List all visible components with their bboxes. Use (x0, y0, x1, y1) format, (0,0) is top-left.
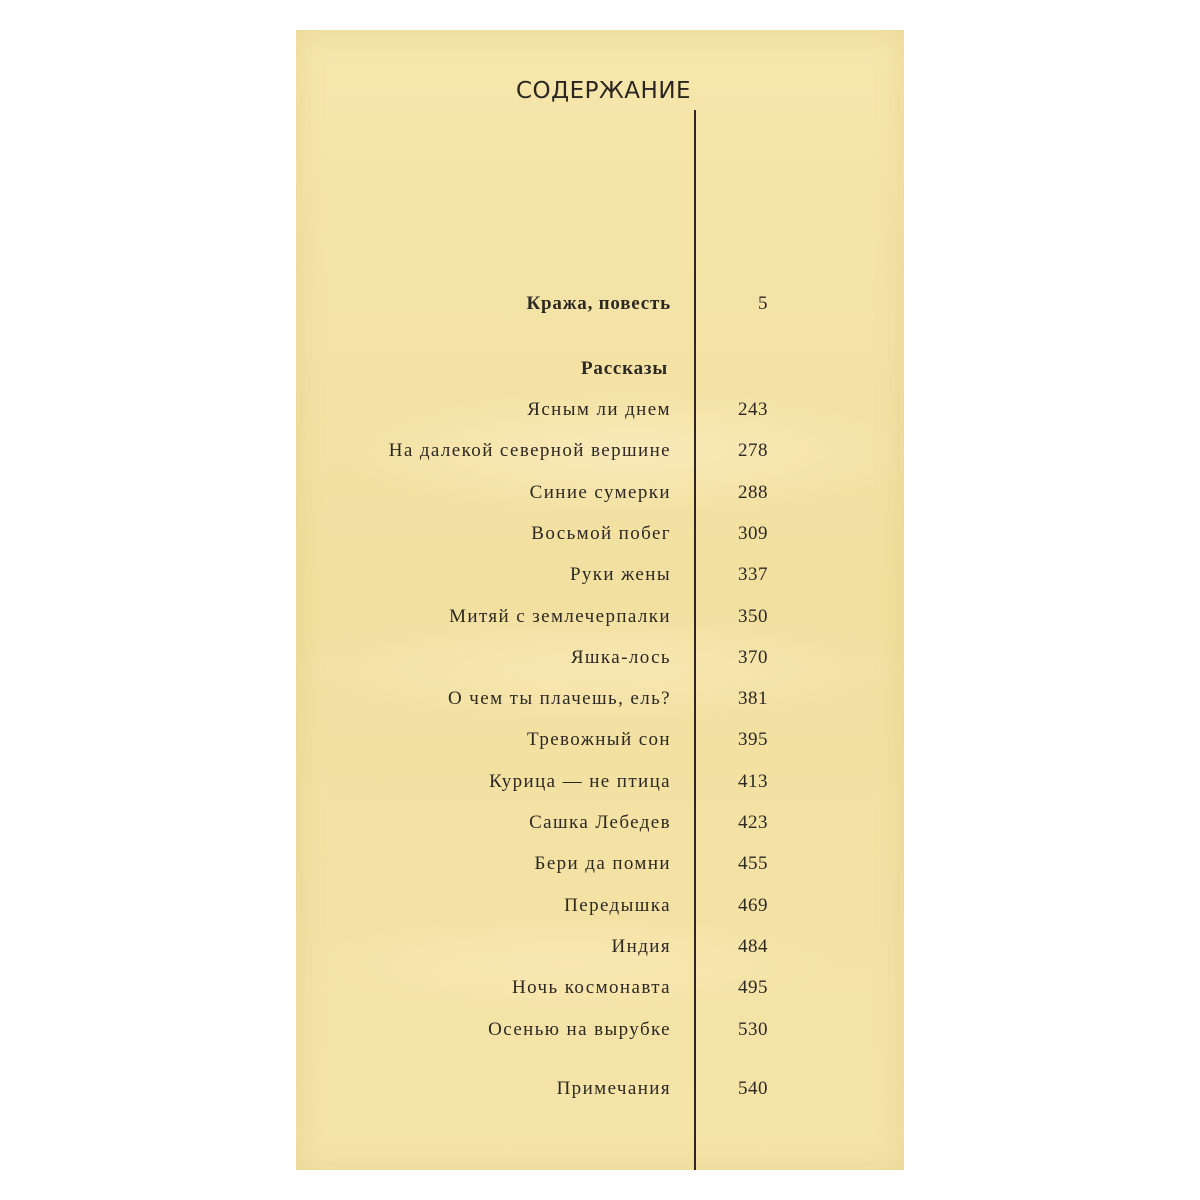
toc-entry (296, 395, 904, 425)
toc-entry (296, 684, 904, 714)
toc-entry (296, 932, 904, 962)
toc-entry (296, 478, 904, 508)
toc-entry-page: 381 (738, 688, 768, 710)
section-heading-stories: Рассказы (580, 358, 668, 379)
toc-entry-page: 395 (738, 729, 768, 751)
book-page (296, 30, 904, 1170)
toc-entry-page: 484 (738, 935, 768, 957)
toc-entry-page: 243 (738, 399, 768, 420)
toc-entry-main-work (296, 289, 904, 319)
toc-entry-title: Ясным ли днем (527, 399, 671, 420)
toc-entry (296, 808, 904, 838)
toc-entry-page: 370 (738, 646, 768, 668)
toc-entry-page: 540 (738, 1078, 768, 1099)
toc-entry-page: 337 (738, 564, 768, 586)
toc-entry-page: 350 (738, 605, 768, 627)
toc-entry-title: Примечания (556, 1078, 671, 1099)
toc-entry-title: Восьмой побег (531, 522, 671, 544)
toc-entry (296, 643, 904, 673)
toc-entry-title: Яшка-лось (570, 646, 671, 668)
toc-entry-title: Индия (611, 935, 671, 957)
toc-entry-title: Митяй с землечерпалки (449, 605, 671, 627)
toc-entry-page: 413 (738, 770, 768, 792)
toc-entry-page: 495 (738, 977, 768, 999)
toc-entry (296, 725, 904, 755)
toc-entry-title: Ночь космонавта (512, 977, 671, 999)
toc-entry-page: 5 (758, 293, 768, 314)
toc-entry-title: Передышка (564, 894, 671, 916)
toc-entry-page: 530 (738, 1018, 768, 1040)
toc-entry-title: Сашка Лебедев (529, 812, 671, 833)
page-title: СОДЕРЖАНИЕ (516, 78, 692, 104)
toc-entry (296, 1015, 904, 1045)
toc-entry-title: На далекой северной вершине (388, 440, 671, 462)
toc-entry (296, 767, 904, 797)
toc-entry-title: Тревожный сон (527, 729, 671, 751)
toc-entry (296, 891, 904, 921)
vertical-divider (694, 110, 696, 1170)
toc-entry-page: 469 (738, 894, 768, 916)
toc-entry-page: 309 (738, 522, 768, 544)
toc-entry-title: Кража, повесть (526, 293, 671, 314)
toc-entry-title: Руки жены (569, 564, 671, 586)
toc-entry-title: Синие сумерки (529, 481, 671, 503)
toc-entry (296, 436, 904, 466)
toc-entry (296, 560, 904, 590)
toc-entry-page: 278 (738, 440, 768, 462)
toc-entry-page: 423 (738, 812, 768, 833)
toc-entry-title: О чем ты плачешь, ель? (448, 688, 671, 710)
toc-entry-title: Осенью на вырубке (488, 1018, 671, 1040)
toc-entry (296, 849, 904, 879)
toc-entry-notes (296, 1074, 904, 1104)
toc-entry-title: Бери да помни (534, 853, 671, 875)
toc-entry (296, 602, 904, 632)
toc-entry (296, 973, 904, 1003)
toc-entry-page: 288 (738, 481, 768, 503)
toc-entry-title: Курица — не птица (489, 770, 671, 792)
toc-entry-page: 455 (738, 853, 768, 875)
toc-entry (296, 519, 904, 549)
